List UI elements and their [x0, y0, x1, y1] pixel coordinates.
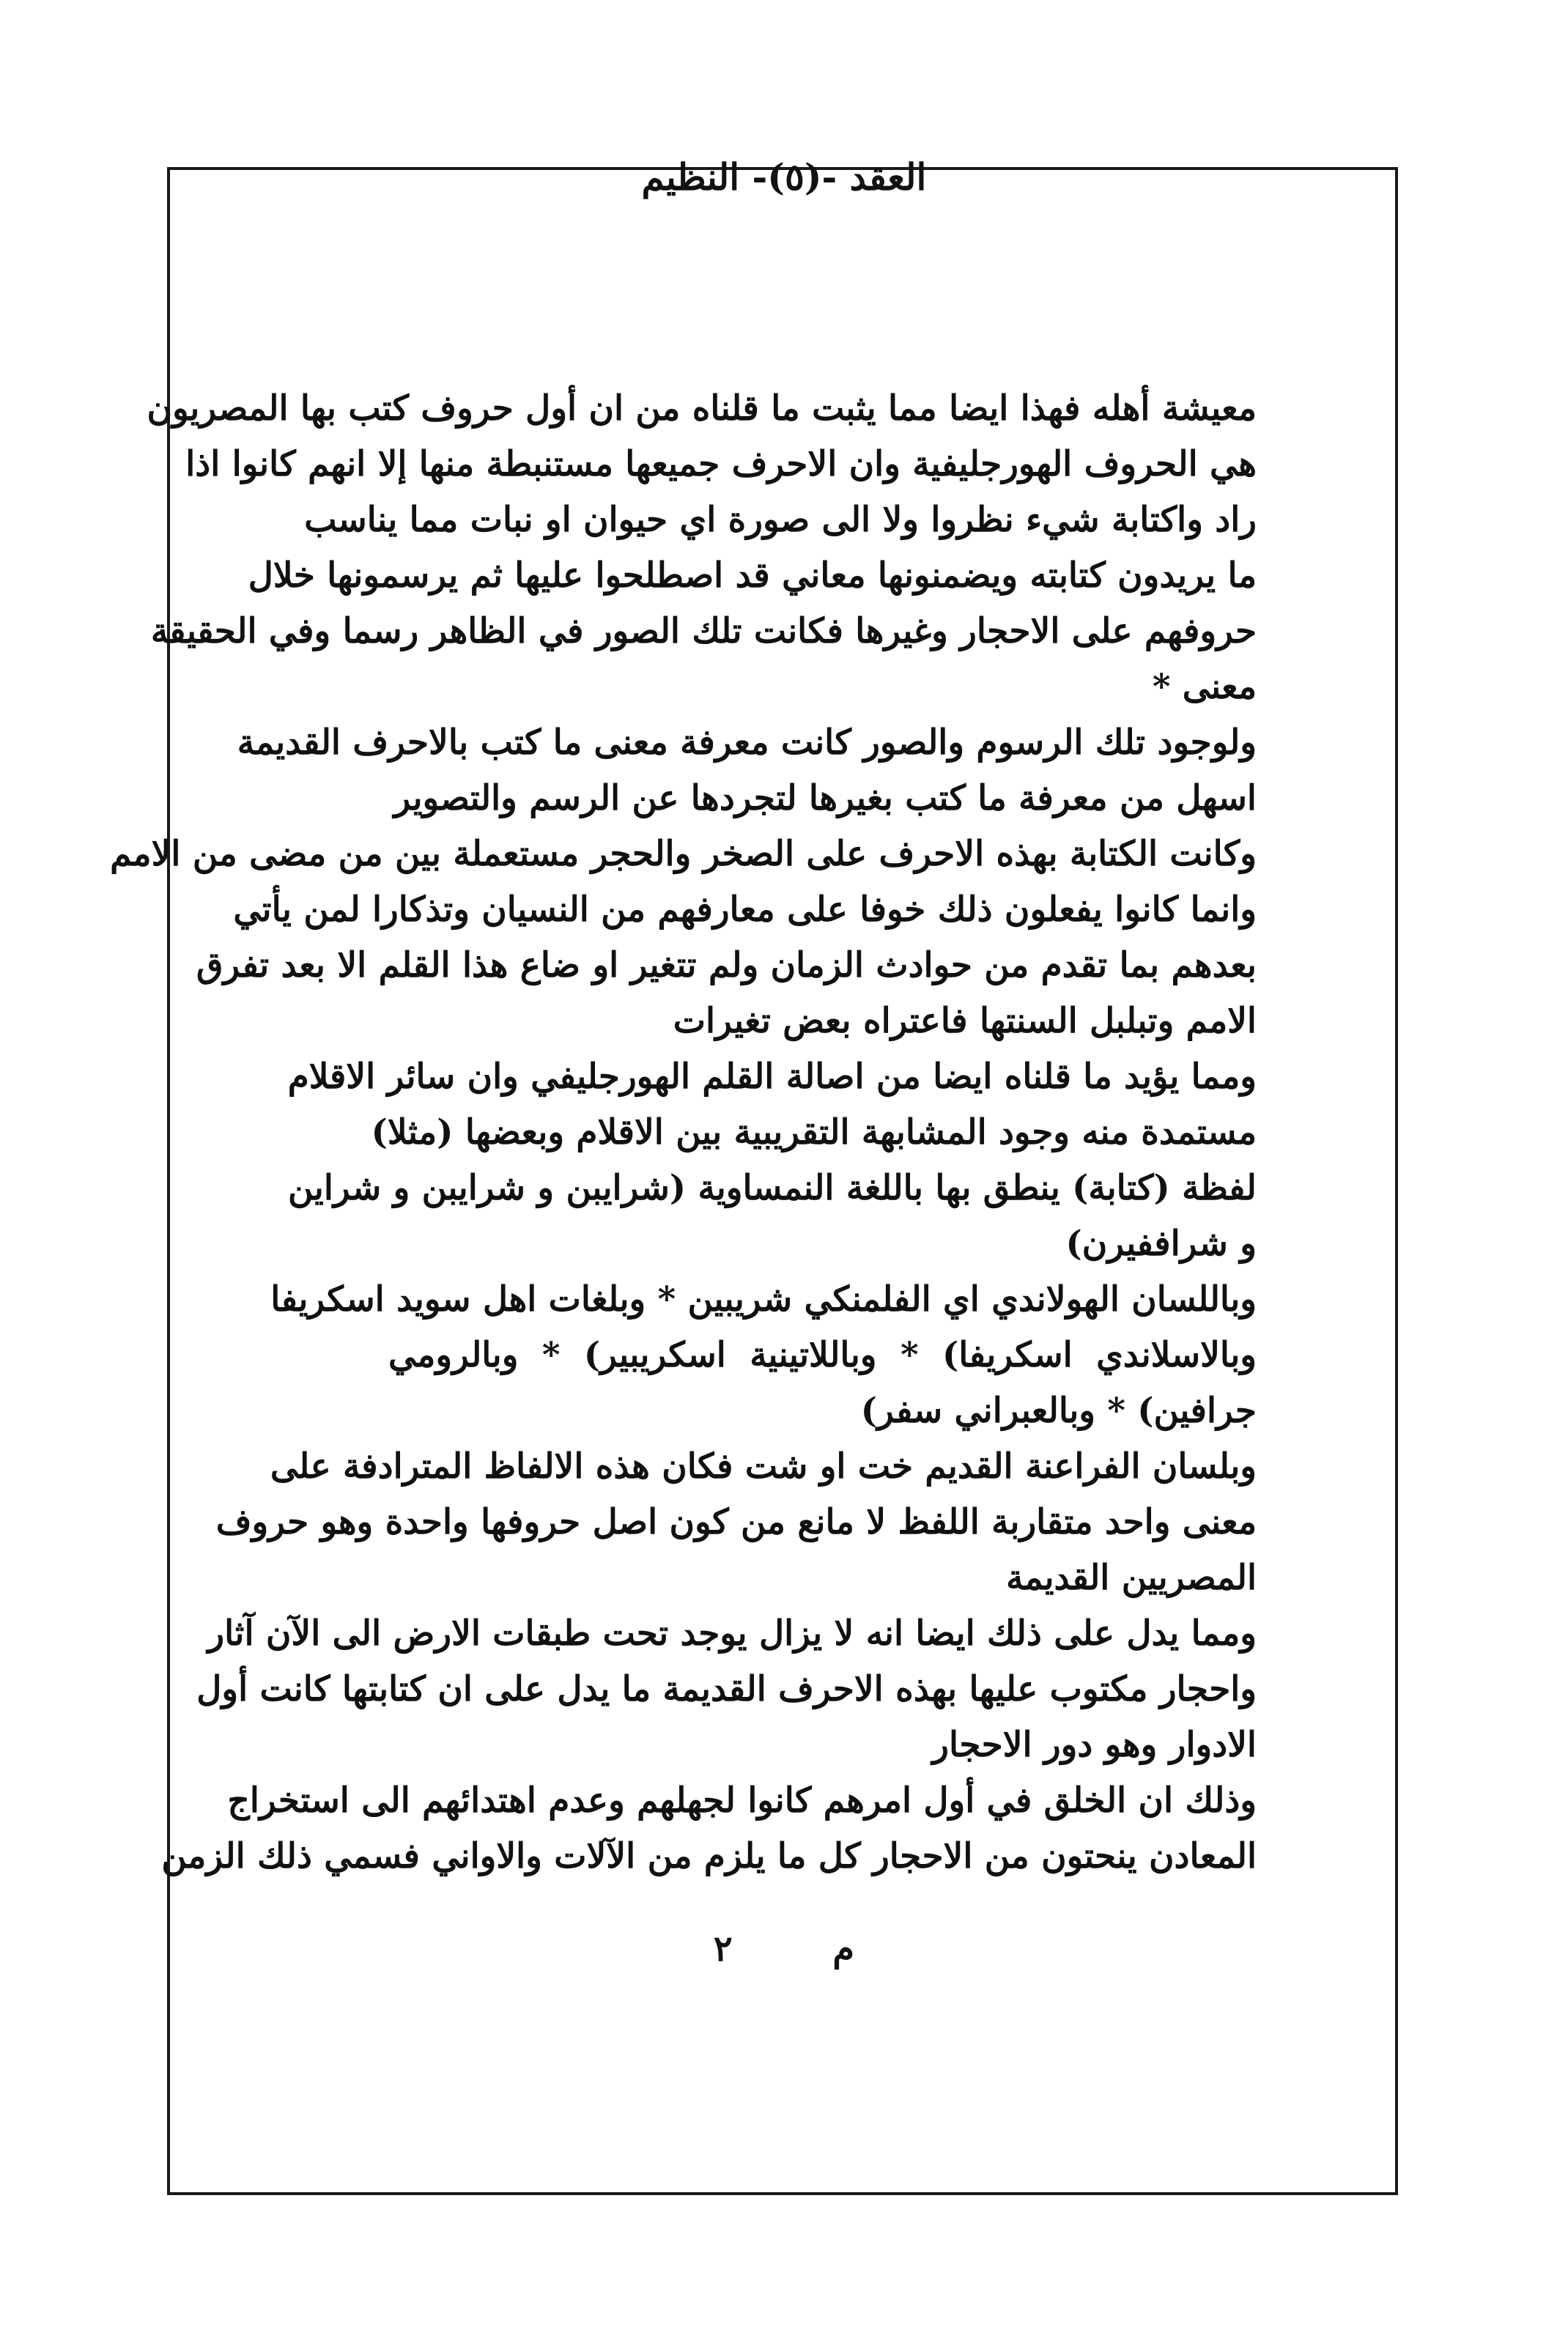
text-line: جرافين) * وبالعبراني سفر) [860, 1391, 1257, 1431]
text-line: ومما يدل على ذلك ايضا انه لا يزال يوجد تحت طبقات الارض الى الآن آثار [207, 1613, 1257, 1654]
text-line: لفظة (كتابة) ينطق بها باللغة النمساوية (شرايبن و شرايبن و شراين [288, 1168, 1257, 1208]
text-line: واحجار مكتوب عليها بهذه الاحرف القديمة ما يدل على ان كتابتها كانت أول [196, 1669, 1257, 1709]
body-text [110, 381, 1257, 1884]
text-line: الامم وتبلبل السنتها فاعتراه بعض تغيرات [673, 1001, 1257, 1041]
text-line: وكانت الكتابة بهذه الاحرف على الصخر والحجر مستعملة بين من مضى من الامم [110, 834, 1257, 874]
text-line: اسهل من معرفة ما كتب بغيرها لتجردها عن الرسم والتصوير [393, 778, 1257, 818]
text-line: و شراففيرن) [1065, 1224, 1257, 1264]
text-line: ومما يؤيد ما قلناه ايضا من اصالة القلم الهورجليفي وان سائر الاقلام [287, 1057, 1257, 1097]
text-line: وانما كانوا يفعلون ذلك خوفا على معارفهم من النسيان وتذكارا لمن يأتي [233, 889, 1257, 930]
text-line: بعدهم بما تقدم من حوادث الزمان ولم تتغير او ضاع هذا القلم الا بعد تفرق [196, 945, 1257, 985]
page-signature-marks: م ٢ [713, 1928, 855, 1969]
text-line: معنى واحد متقاربة اللفظ لا مانع من كون اصل حروفها واحدة وهو حروف [215, 1502, 1257, 1542]
text-line: مستمدة منه وجود المشابهة التقريبية بين الاقلام وبعضها (مثلا) [371, 1112, 1257, 1153]
text-line: هي الحروف الهورجليفية وان الاحرف جميعها مستنبطة منها إلا انهم كانوا اذا [185, 444, 1257, 484]
page-title: العقد -(٥)- النظيم [641, 155, 927, 199]
text-line: وذلك ان الخلق في أول امرهم كانوا لجهلهم وعدم اهتدائهم الى استخراج [227, 1780, 1257, 1821]
text-line: المصريين القديمة [1006, 1558, 1257, 1598]
text-line: وبالاسلاندي اسكريفا) * وباللاتينية اسكريبير) * وبالرومي [388, 1335, 1257, 1375]
text-line: ولوجود تلك الرسوم والصور كانت معرفة معنى ما كتب بالاحرف القديمة [237, 722, 1257, 763]
text-line: معنى * [1152, 667, 1257, 707]
text-line: حروفهم على الاحجار وغيرها فكانت تلك الصور في الظاهر رسما وفي الحقيقة [150, 611, 1257, 651]
text-line: المعادن ينحتون من الاحجار كل ما يلزم من الآلات والاواني فسمي ذلك الزمن [161, 1836, 1257, 1876]
text-line: وباللسان الهولاندي اي الفلمنكي شريبين * وبلغات اهل سويد اسكريفا [270, 1279, 1257, 1320]
text-line: معيشة أهله فهذا ايضا مما يثبت ما قلناه من ان أول حروف كتب بها المصريون [147, 388, 1257, 429]
text-line: راد واكتابة شيء نظروا ولا الى صورة اي حيوان او نبات مما يناسب [304, 500, 1257, 540]
text-line: وبلسان الفراعنة القديم خت او شت فكان هذه الالفاظ المترادفة على [270, 1446, 1257, 1487]
text-line: الادوار وهو دور الاحجار [932, 1725, 1257, 1765]
text-line: ما يريدون كتابته ويضمنونها معاني قد اصطلحوا عليها ثم يرسمونها خلال [248, 555, 1257, 596]
